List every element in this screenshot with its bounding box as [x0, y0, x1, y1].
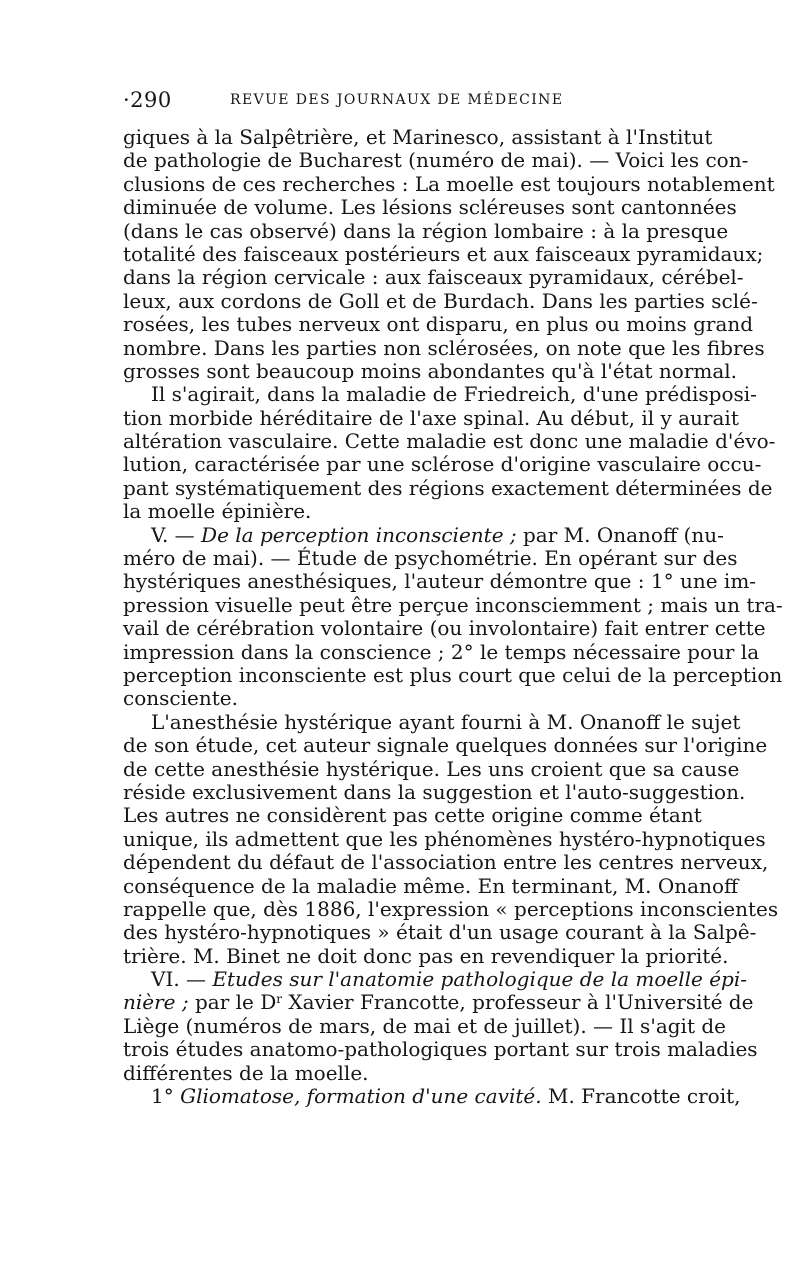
text-line: Il s'agirait, dans la maladie de Friedreich, d'une prédisposi- [151, 382, 757, 407]
text-line: grosses sont beaucoup moins abondantes qu'à l'état normal. [123, 358, 738, 383]
section-vi-heading-line: VI. — Etudes sur l'anatomie pathologique de la moelle épi- [151, 967, 748, 992]
text-line: pant systématiquement des régions exactement déterminées de [123, 475, 773, 500]
section-vi-author: Xavier Francotte, professeur à l'Université de [282, 990, 754, 1015]
text-line: totalité des faisceaux postérieurs et aux faisceaux pyramidaux; [123, 241, 764, 266]
running-title: REVUE DES JOURNAUX DE MÉDECINE [230, 92, 564, 108]
text-line: altération vasculaire. Cette maladie est donc une maladie d'évo- [123, 429, 776, 454]
text-line: diminuée de volume. Les lésions scléreuses sont cantonnées [123, 195, 737, 220]
section-v-rest: par M. Onanoff (nu- [516, 522, 724, 547]
text-line: conséquence de la maladie même. En terminant, M. Onanoff [123, 873, 739, 898]
text-line: perception inconsciente est plus court que celui de la perception [123, 662, 783, 687]
text-line: clusions de ces recherches : La moelle est toujours notablement [123, 171, 775, 196]
section-number-vi: VI. [151, 967, 180, 992]
text-line: lution, caractérisée par une sclérose d'origine vasculaire occu- [123, 452, 762, 477]
text-line: des hystéro-hypnotiques » était d'un usage courant à la Salpê- [123, 920, 757, 945]
subsection-title: Gliomatose, formation d'une cavité. [180, 1084, 542, 1109]
text-line: hystériques anesthésiques, l'auteur démontre que : 1° une im- [123, 569, 757, 594]
text-line: dans la région cervicale : aux faisceaux pyramidaux, cérébel- [123, 265, 744, 290]
text-line: unique, ils admettent que les phénomènes hystéro-hypnotiques [123, 826, 766, 851]
text-line: consciente. [123, 686, 238, 711]
text-line: de pathologie de Bucharest (numéro de mai). — Voici les con- [123, 148, 749, 173]
text-line: Les autres ne considèrent pas cette origine comme étant [123, 803, 702, 828]
text-line: Liège (numéros de mars, de mai et de juillet). — Il s'agit de [123, 1013, 726, 1038]
text-line: L'anesthésie hystérique ayant fourni à M. Onanoff le sujet [151, 709, 741, 734]
subsection-number: 1° [151, 1084, 174, 1109]
text-line: pression visuelle peut être perçue inconsciemment ; mais un tra- [123, 592, 783, 617]
text-line: de cette anesthésie hystérique. Les uns croient que sa cause [123, 756, 740, 781]
section-v-heading-line: V. — De la perception inconsciente ; par M. Onanoff (nu- [151, 522, 724, 547]
text-line: de son étude, cet auteur signale quelques données sur l'origine [123, 733, 768, 758]
text-line: giques à la Salpêtrière, et Marinesco, assistant à l'Institut [123, 125, 713, 149]
text-line: trière. M. Binet ne doit donc pas en revendiquer la priorité. [123, 943, 729, 968]
page-number: ·290 [123, 88, 172, 112]
text-line: méro de mai). — Étude de psychométrie. En opérant sur des [123, 546, 738, 571]
subsection-1-line [123, 1084, 741, 1109]
text-line: trois études anatomo-pathologiques portant sur trois maladies [123, 1037, 758, 1062]
body-text [123, 125, 783, 1109]
text-line: vail de cérébration volontaire (ou involontaire) fait entrer cette [123, 616, 766, 641]
subsection-rest: M. Francotte croit, [541, 1084, 741, 1109]
section-vi-title: Etudes sur l'anatomie pathologique de la moelle épi- [212, 967, 748, 992]
section-v-title: De la perception inconsciente ; [201, 522, 517, 547]
text-line: la moelle épinière. [123, 499, 312, 524]
section-number-v: V. [151, 522, 169, 547]
text-line: dépendent du défaut de l'association entre les centres nerveux, [123, 850, 769, 875]
page-header [123, 88, 678, 112]
text-line: leux, aux cordons de Goll et de Burdach. Dans les parties sclé- [123, 288, 758, 313]
text-line: différentes de la moelle. [123, 1060, 369, 1085]
text-line: tion morbide héréditaire de l'axe spinal. Au début, il y aurait [123, 405, 739, 430]
section-vi-by: par le D [188, 990, 277, 1015]
text-line: (dans le cas observé) dans la région lombaire : à la presque [123, 218, 729, 243]
text-line: impression dans la conscience ; 2° le temps nécessaire pour la [123, 639, 760, 664]
text-line: nombre. Dans les parties non sclérosées, on note que les fibres [123, 335, 765, 360]
section-vi-title-end: nière ; [123, 990, 189, 1015]
text-line: rosées, les tubes nerveux ont disparu, en plus ou moins grand [123, 312, 754, 337]
doctor-superscript: r [276, 992, 282, 1007]
section-vi-author-line [123, 990, 754, 1015]
text-line: rappelle que, dès 1886, l'expression « perceptions inconscientes [123, 896, 779, 921]
text-line: réside exclusivement dans la suggestion et l'auto-suggestion. [123, 779, 746, 804]
